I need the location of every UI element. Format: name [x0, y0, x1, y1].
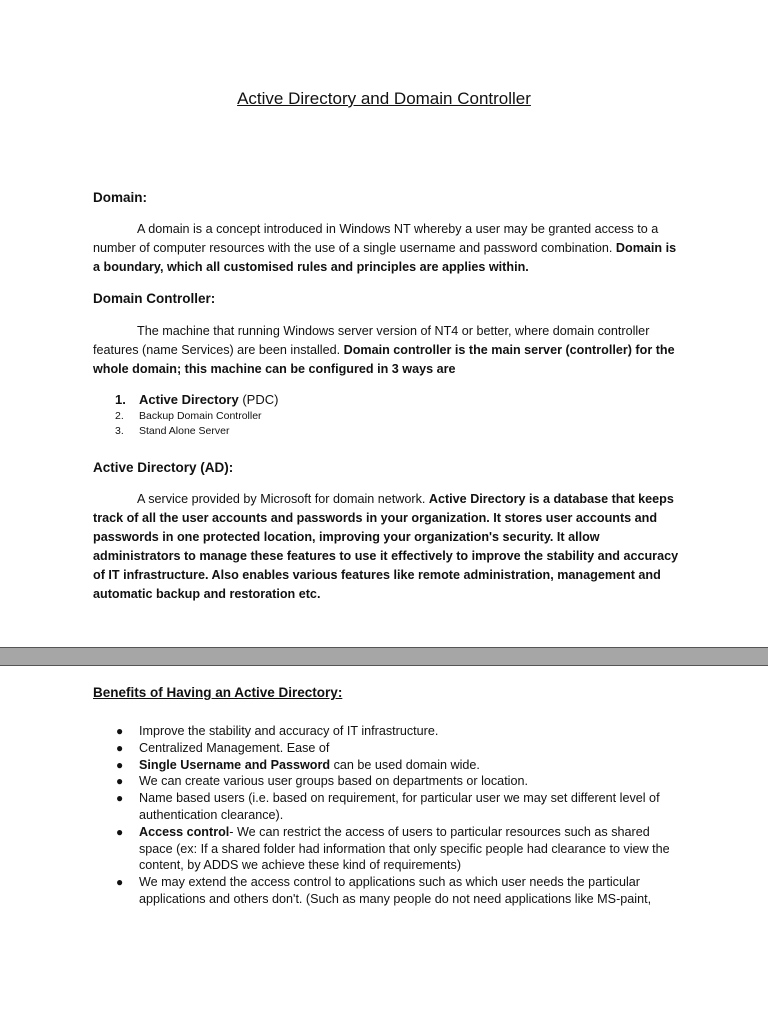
bullet-icon: ●: [116, 791, 124, 806]
domain-controller-heading: Domain Controller:: [93, 291, 216, 306]
dc-config-list: [93, 390, 278, 439]
bullet-icon: ●: [116, 757, 124, 772]
bullet-icon: ●: [116, 774, 124, 789]
list-number: 1.: [115, 392, 126, 407]
dc-para-bold: Domain controller is the main server (controller) for the whole domain; this machine can be configured in 3 ways are: [93, 343, 675, 376]
domain-paragraph: [93, 220, 683, 277]
list-item: [93, 740, 683, 757]
domain-heading: Domain:: [93, 190, 147, 205]
active-directory-paragraph: [93, 490, 683, 604]
list-item: [93, 409, 278, 424]
page-divider: [0, 647, 768, 666]
bullet-icon: ●: [116, 724, 124, 738]
list-item-text: - We can restrict the access of users to particular resources such as shared space (ex: If a shared folder had information that only specific people had clearance to view the content, by ADDS we achieve these kind of requirements): [139, 824, 670, 873]
list-item-text: (PDC): [238, 392, 279, 407]
list-item: [93, 723, 683, 740]
list-item-text: Centralized Management. Ease of: [139, 740, 330, 755]
list-item-bold: Active Directory: [139, 392, 239, 407]
list-item-bold: Single Username and Password: [139, 757, 331, 772]
bullet-icon: ●: [116, 740, 124, 755]
list-item: [93, 390, 278, 409]
ad-para-bold: Active Directory is a database that keeps track of all the user accounts and passwords in your organization. It stores user accounts and passwords in one protected location, improving your organization's security. It allow administrators to manage these features to use it effectively to improve the stability and accuracy of IT infrastructure. Also enables various features like remote administration, management and automatic backup and restoration etc.: [93, 492, 679, 601]
list-item-text: We may extend the access control to applications such as which user needs the particular applications and others don't. (Such as many people do not need applications like MS-paint,: [139, 875, 652, 906]
list-item: [93, 757, 683, 774]
list-item-text: Improve the stability and accuracy of IT infrastructure.: [139, 724, 439, 738]
domain-para-bold: Domain is a boundary, which all customised rules and principles are applies within.: [93, 241, 677, 274]
list-item: [93, 773, 683, 790]
ad-para-text: A service provided by Microsoft for domain network.: [137, 492, 426, 506]
list-item: [93, 824, 683, 874]
active-directory-heading: Active Directory (AD):: [93, 460, 234, 475]
list-item-text: Stand Alone Server: [139, 425, 230, 437]
domain-controller-paragraph: [93, 322, 683, 379]
bullet-icon: ●: [116, 875, 124, 890]
list-number: 3.: [115, 425, 124, 437]
bullet-icon: ●: [116, 824, 124, 839]
benefits-list: [93, 723, 683, 908]
list-item-text: We can create various user groups based on departments or location.: [139, 774, 528, 789]
list-number: 2.: [115, 410, 124, 422]
list-item-text: Backup Domain Controller: [139, 410, 262, 422]
benefits-heading: Benefits of Having an Active Directory:: [93, 685, 343, 700]
document-title: Active Directory and Domain Controller: [237, 89, 531, 108]
domain-para-text: A domain is a concept introduced in Windows NT whereby a user may be granted access to a number of computer resources with the use of a single username and password combination.: [93, 222, 659, 255]
list-item-text: can be used domain wide.: [330, 757, 480, 772]
dc-para-text: The machine that running Windows server version of NT4 or better, where domain controller features (name Services) are been installed.: [93, 324, 650, 357]
list-item: [93, 874, 683, 908]
list-item-text: Name based users (i.e. based on requirement, for particular user we may set different level of authentication clearance).: [139, 791, 660, 822]
list-item: [93, 424, 278, 439]
list-item-bold: Access control: [139, 824, 230, 839]
document-page-2: [0, 666, 768, 1024]
list-item: [93, 790, 683, 824]
